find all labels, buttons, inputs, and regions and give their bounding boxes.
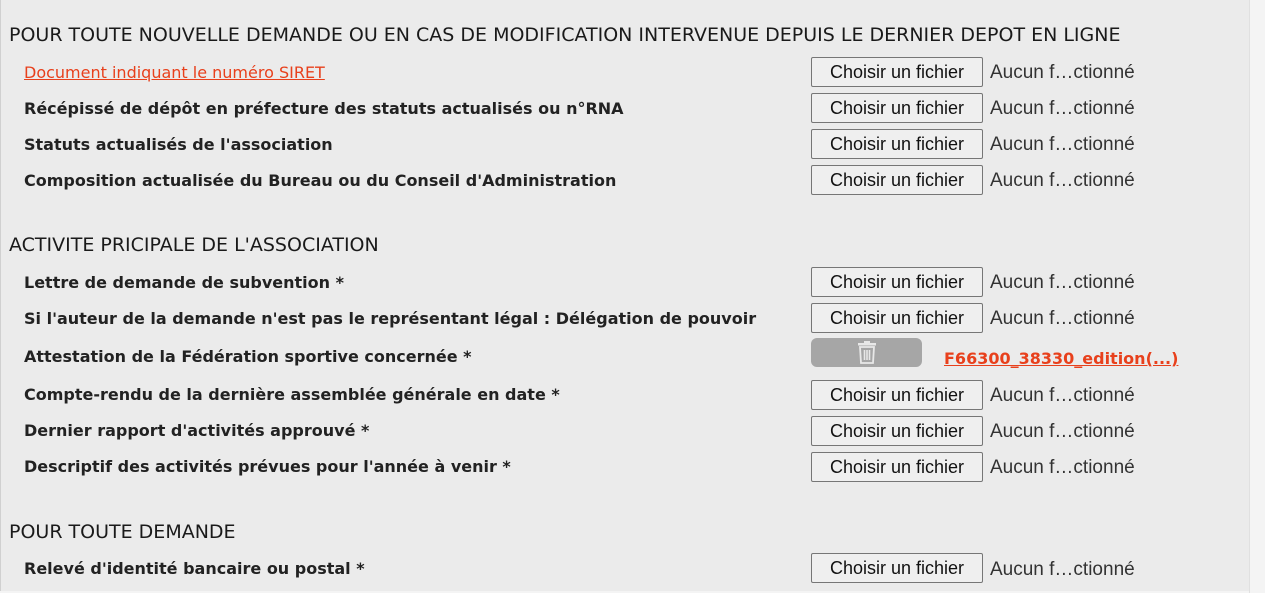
rapport-activites-label: Dernier rapport d'activités approuvé *: [24, 421, 370, 440]
statuts-label: Statuts actualisés de l'association: [24, 135, 333, 154]
lettre-demande-choose-file-button[interactable]: Choisir un fichier: [811, 267, 983, 297]
rapport-activites-file-status: Aucun f…ctionné: [990, 421, 1135, 442]
section-title-nouvelle-demande: POUR TOUTE NOUVELLE DEMANDE OU EN CAS DE MODIFICATION INTERVENUE DEPUIS LE DERNIER DEPOT EN LIGNE: [9, 24, 1121, 46]
siret-choose-file-button[interactable]: Choisir un fichier: [811, 57, 983, 87]
descriptif-activites-label: Descriptif des activités prévues pour l'année à venir *: [24, 457, 511, 476]
descriptif-activites-choose-file-button[interactable]: Choisir un fichier: [811, 452, 983, 482]
statuts-file-status: Aucun f…ctionné: [990, 134, 1135, 155]
scrollbar-gutter[interactable]: [1249, 0, 1265, 593]
recepisse-choose-file-button[interactable]: Choisir un fichier: [811, 93, 983, 123]
delegation-pouvoir-file-status: Aucun f…ctionné: [990, 308, 1135, 329]
lettre-demande-file-status: Aucun f…ctionné: [990, 272, 1135, 293]
uploaded-file-link[interactable]: F66300_38330_edition(...): [944, 349, 1179, 368]
recepisse-file-status: Aucun f…ctionné: [990, 98, 1135, 119]
siret-document-link[interactable]: Document indiquant le numéro SIRET: [24, 63, 325, 82]
composition-bureau-choose-file-button[interactable]: Choisir un fichier: [811, 165, 983, 195]
rib-label: Relevé d'identité bancaire ou postal *: [24, 559, 365, 578]
statuts-choose-file-button[interactable]: Choisir un fichier: [811, 129, 983, 159]
rib-file-status: Aucun f…ctionné: [990, 559, 1135, 580]
descriptif-activites-file-status: Aucun f…ctionné: [990, 457, 1135, 478]
compte-rendu-ag-label: Compte-rendu de la dernière assemblée générale en date *: [24, 385, 560, 404]
delete-file-button[interactable]: [811, 338, 922, 367]
rapport-activites-choose-file-button[interactable]: Choisir un fichier: [811, 416, 983, 446]
siret-file-status: Aucun f…ctionné: [990, 62, 1135, 83]
composition-bureau-label: Composition actualisée du Bureau ou du Conseil d'Administration: [24, 171, 617, 190]
trash-icon: [857, 341, 877, 364]
compte-rendu-ag-file-status: Aucun f…ctionné: [990, 385, 1135, 406]
section-title-toute-demande: POUR TOUTE DEMANDE: [9, 521, 236, 543]
lettre-demande-label: Lettre de demande de subvention *: [24, 273, 344, 292]
compte-rendu-ag-choose-file-button[interactable]: Choisir un fichier: [811, 380, 983, 410]
recepisse-label: Récépissé de dépôt en préfecture des statuts actualisés ou n°RNA: [24, 99, 624, 118]
section-title-activite-principale: ACTIVITE PRICIPALE DE L'ASSOCIATION: [9, 234, 379, 256]
rib-choose-file-button[interactable]: Choisir un fichier: [811, 553, 983, 583]
delegation-pouvoir-choose-file-button[interactable]: Choisir un fichier: [811, 303, 983, 333]
delegation-pouvoir-label: Si l'auteur de la demande n'est pas le représentant légal : Délégation de pouvoir: [24, 309, 757, 328]
attestation-federation-label: Attestation de la Fédération sportive concernée *: [24, 347, 472, 366]
composition-bureau-file-status: Aucun f…ctionné: [990, 170, 1135, 191]
